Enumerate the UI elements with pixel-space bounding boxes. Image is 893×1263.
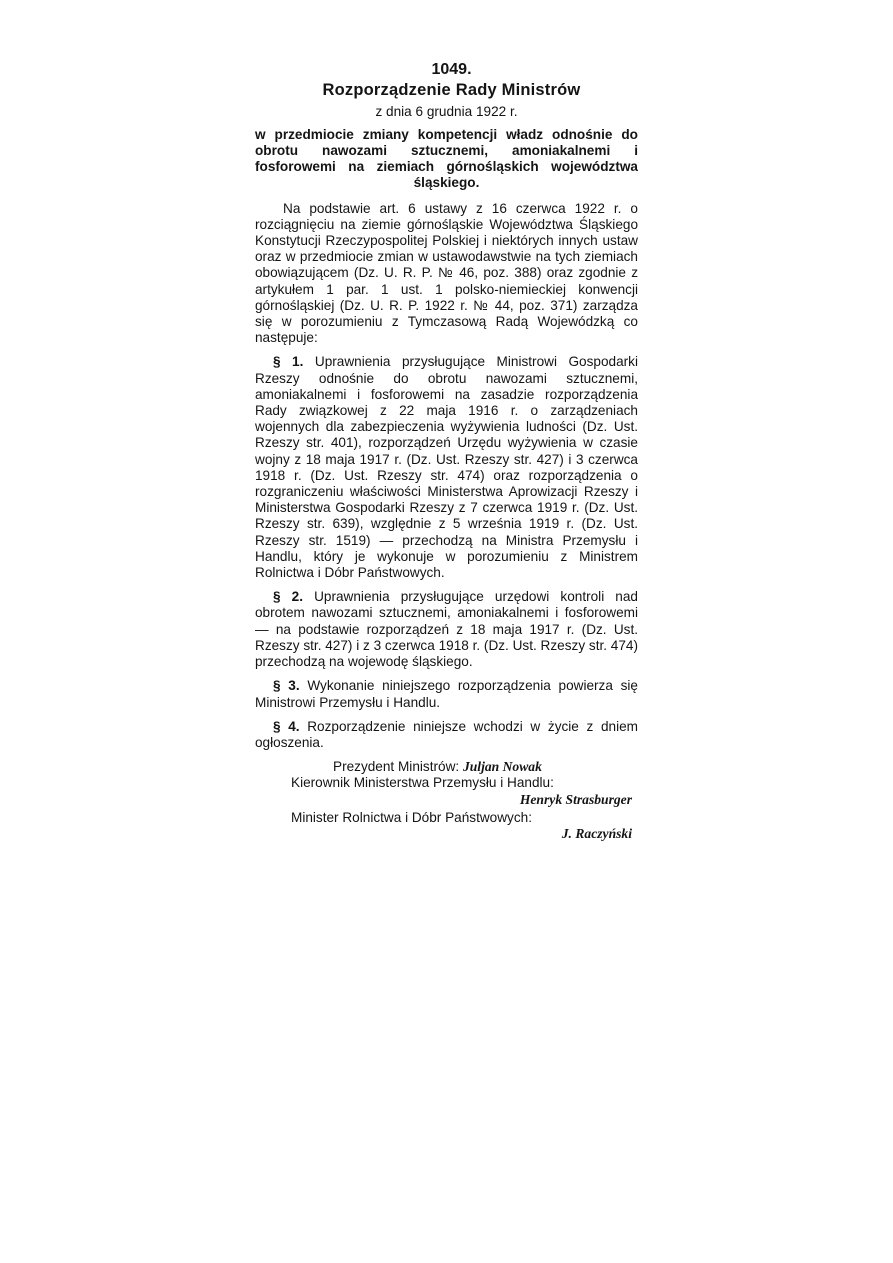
document-page: [255, 62, 638, 842]
section-1-label: § 1.: [273, 354, 304, 370]
section-4-label: § 4.: [273, 718, 300, 734]
document-date: z dnia 6 grudnia 1922 r.: [375, 104, 518, 120]
signature-industry-role: Kierownik Ministerstwa Przemysłu i Handlu:: [291, 775, 554, 791]
preamble-paragraph: Na podstawie art. 6 ustawy z 16 czerwca 1922 r. o rozciągnięciu na ziemie górnośląskie Województwa Śląskiego Konstytucji Rzeczypospolitej Polskiej i niektórych innych ustaw oraz w przedmiocie zmian w ustawodawstwie na tych ziemiach obowiązującem (Dz. U. R. P. № 46, poz. 388) oraz zgodnie z artykułem 1 par. 1 ust. 1 polsko-niemieckiej konwencji górnośląskiej (Dz. U. R. P. 1922 r. № 44, poz. 371) zarządza się w porozumieniu z Tymczasową Radą Wojewódzką co następuje:: [255, 200, 638, 346]
document-number: 1049.: [431, 61, 472, 78]
section-1-text: Uprawnienia przysługujące Ministrowi Gospodarki Rzeszy odnośnie do obrotu nawozami sztucznemi, amoniakalnemi i fosforowemi na zasadzie rozporządzenia Rady związkowej z 22 maja 1916 r. o zarządzeniach wojennych dla zabezpieczenia wyżywienia ludności (Dz. Ust. Rzeszy str. 401), rozporządzeń Urzędu wyżywienia w czasie wojny z 18 maja 1917 r. (Dz. Ust. Rzeszy str. 427) i 3 czerwca 1918 r. (Dz. Ust. Rzeszy str. 474) oraz rozporządzenia o rozgraniczeniu właściwości Ministerstwa Aprowizacji Rzeszy i Ministerstwa Gospodarki Rzeszy z 7 czerwca 1919 r. (Dz. Ust. Rzeszy str. 639), względnie z 5 września 1919 r. (Dz. Ust. Rzeszy str. 1519) — przechodzą na Ministra Przemysłu i Handlu, który je wykonuje w porozumieniu z Ministrem Rolnictwa i Dóbr Państwowych.: [255, 354, 638, 581]
section-3: [255, 678, 638, 710]
signature-block: [255, 759, 638, 842]
signature-president: [255, 759, 638, 775]
document-subject: w przedmiocie zmiany kompetencji władz odnośnie do obrotu nawozami sztucznemi, amoniakalnemi i fosforowemi na ziemiach górnośląskich województwa śląskiego.: [255, 126, 638, 190]
signature-industry-name: Henryk Strasburger: [519, 791, 632, 807]
signature-agriculture-name: J. Raczyński: [561, 825, 632, 841]
section-4: [255, 719, 638, 751]
section-2: [255, 589, 638, 670]
signature-president-name: Juljan Nowak: [462, 759, 542, 775]
section-1: [255, 354, 638, 581]
section-2-label: § 2.: [273, 589, 303, 605]
signature-president-role: Prezydent Ministrów:: [333, 759, 460, 775]
document-title: Rozporządzenie Rady Ministrów: [322, 81, 581, 100]
section-3-text: Wykonanie niniejszego rozporządzenia powierza się Ministrowi Przemysłu i Handlu.: [255, 678, 638, 710]
section-3-label: § 3.: [273, 678, 300, 694]
section-4-text: Rozporządzenie niniejsze wchodzi w życie z dniem ogłoszenia.: [255, 718, 638, 750]
signature-agriculture-role: Minister Rolnictwa i Dóbr Państwowych:: [291, 809, 532, 825]
section-2-text: Uprawnienia przysługujące urzędowi kontroli nad obrotem nawozami sztucznemi, amoniakalnemi i fosforowemi — na podstawie rozporządzeń z 18 maja 1917 r. (Dz. Ust. Rzeszy str. 427) i z 3 czerwca 1918 r. (Dz. Ust. Rzeszy str. 474) przechodzą na wojewodę śląskiego.: [255, 589, 639, 670]
